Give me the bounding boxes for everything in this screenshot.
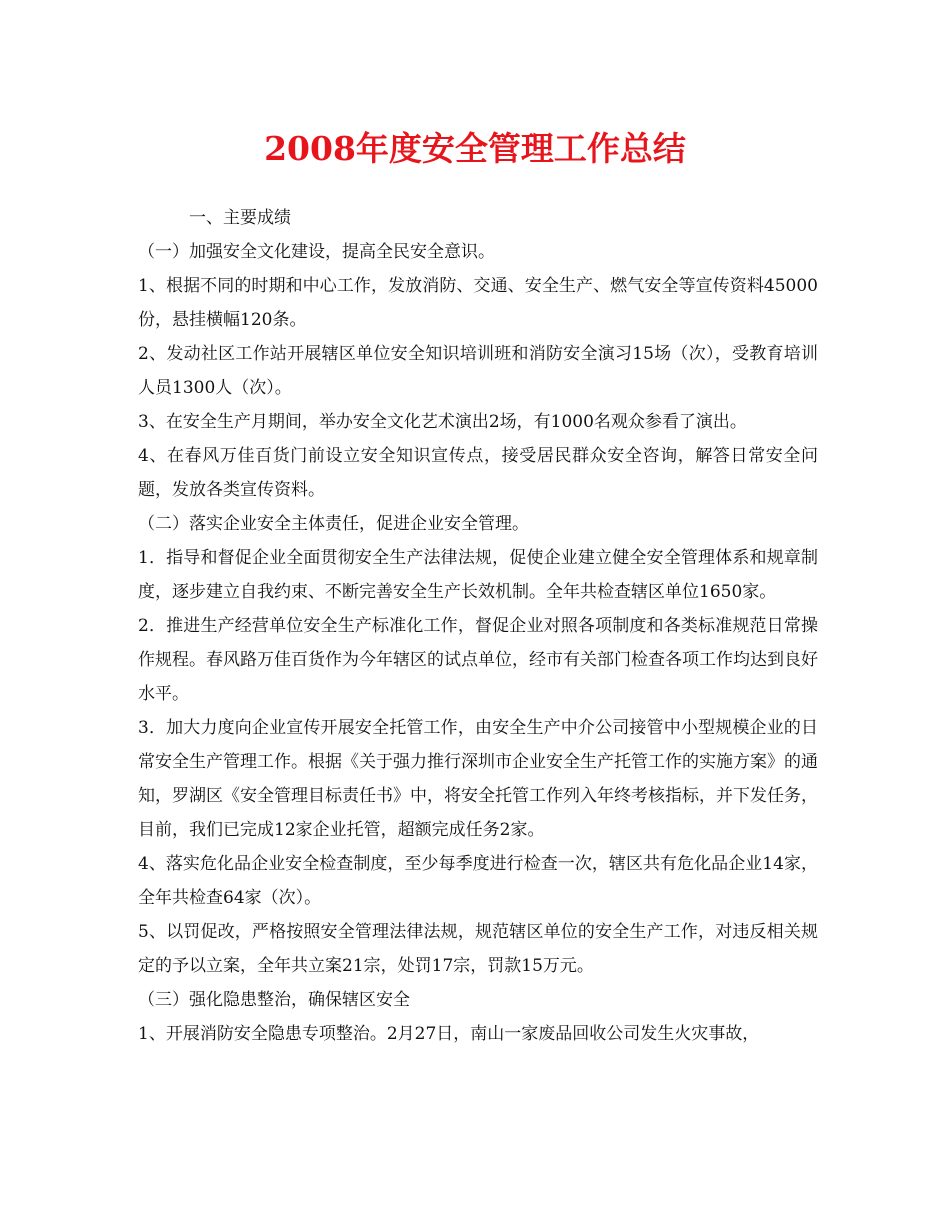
section-heading-main-achievements: 一、主要成绩 [189,208,291,228]
paragraph-item: 1、根据不同的时期和中心工作，发放消防、交通、安全生产、燃气安全等宣传资料45000份，悬挂横幅120条。 [138,276,818,330]
paragraph-item: 1、开展消防安全隐患专项整治。2月27日，南山一家废品回收公司发生火灾事故， [138,1024,760,1044]
paragraph-item: 4、在春风万佳百货门前设立安全知识宣传点，接受居民群众安全咨询，解答日常安全问题，发放各类宣传资料。 [138,446,818,500]
subsection-heading-hazard-rectification: （三）强化隐患整治，确保辖区安全 [138,990,410,1010]
paragraph-item: 1．指导和督促企业全面贯彻安全生产法律法规，促使企业建立健全安全管理体系和规章制度，逐步建立自我约束、不断完善安全生产长效机制。全年共检查辖区单位1650家。 [138,548,818,602]
paragraph-item: 2、发动社区工作站开展辖区单位安全知识培训班和消防安全演习15场（次），受教育培训人员1300人（次）。 [138,344,818,398]
paragraph-item: 3．加大力度向企业宣传开展安全托管工作，由安全生产中介公司接管中小型规模企业的日常安全生产管理工作。根据《关于强力推行深圳市企业安全生产托管工作的实施方案》的通知，罗湖区《安全管理目标责任书》中，将安全托管工作列入年终考核指标，并下发任务，目前，我们已完成12家企业托管，超额完成任务2家。 [138,718,818,840]
subsection-heading-enterprise-responsibility: （二）落实企业安全主体责任，促进企业安全管理。 [138,514,529,534]
paragraph-item: 3、在安全生产月期间，举办安全文化艺术演出2场，有1000名观众参看了演出。 [138,412,747,432]
subsection-heading-safety-culture: （一）加强安全文化建设，提高全民安全意识。 [138,242,495,262]
paragraph-item: 2．推进生产经营单位安全生产标准化工作，督促企业对照各项制度和各类标准规范日常操作规程。春风路万佳百货作为今年辖区的试点单位，经市有关部门检查各项工作均达到良好水平。 [138,616,818,704]
paragraph-item: 5、以罚促改，严格按照安全管理法律法规，规范辖区单位的安全生产工作，对违反相关规定的予以立案，全年共立案21宗，处罚17宗，罚款15万元。 [138,922,818,976]
document-body [138,201,818,1051]
paragraph-item: 4、落实危化品企业安全检查制度，至少每季度进行检查一次，辖区共有危化品企业14家，全年共检查64家（次）。 [138,854,818,908]
document-title: 2008年度安全管理工作总结 [264,129,686,168]
